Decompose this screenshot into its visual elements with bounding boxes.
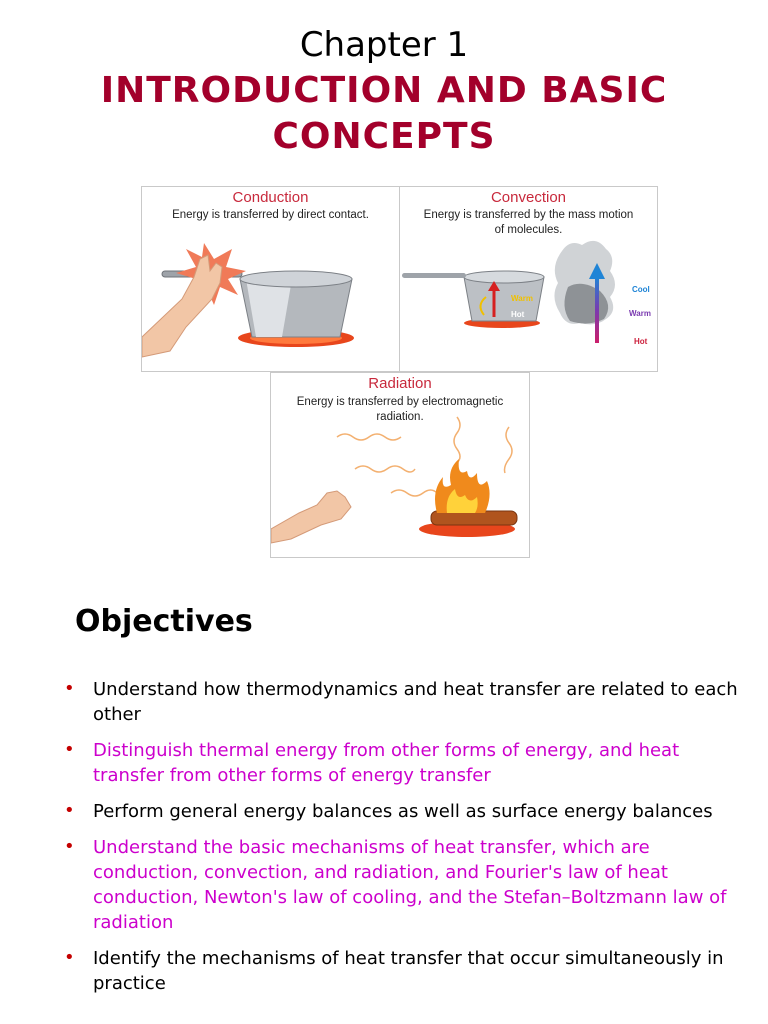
hand <box>142 255 222 357</box>
conduction-description: Energy is transferred by direct contact. <box>172 209 369 221</box>
convection-description-line-2: of molecules. <box>494 224 563 236</box>
objective-item <box>62 946 742 996</box>
chapter-label: Chapter 1 <box>299 25 469 65</box>
pot-rim <box>240 271 352 287</box>
radiation-title: Radiation <box>368 375 432 392</box>
plume-arrow-shaft <box>595 277 599 343</box>
bullet-icon: • <box>64 947 75 968</box>
pot-rim <box>464 271 544 283</box>
objective-text: Identify the mechanisms of heat transfer that occur simultaneously in practice <box>93 948 724 994</box>
objectives-list <box>62 677 742 1007</box>
title-block <box>0 22 768 160</box>
pot-handle <box>402 273 466 278</box>
radiation-wave-1 <box>337 434 401 440</box>
bullet-icon: • <box>64 800 75 821</box>
radiation-wave-2 <box>355 466 415 472</box>
hand <box>271 491 351 543</box>
radiation-wave-3 <box>391 490 437 496</box>
plume-label-warm: Warm <box>629 309 651 318</box>
radiation-wave-5 <box>505 427 513 473</box>
radiation-description-line-2: radiation. <box>376 411 424 423</box>
conduction-panel <box>141 186 400 372</box>
bullet-icon: • <box>64 836 75 857</box>
chapter-title-line-1: INTRODUCTION AND BASIC <box>100 70 668 111</box>
bullet-icon: • <box>64 678 75 699</box>
objective-item <box>62 799 742 824</box>
convection-panel <box>399 186 658 372</box>
objective-text: Perform general energy balances as well as surface energy balances <box>93 801 713 822</box>
conduction-title: Conduction <box>232 189 309 206</box>
objective-item <box>62 738 742 788</box>
pan-label-hot: Hot <box>511 310 525 319</box>
radiation-panel <box>270 372 530 558</box>
bullet-icon: • <box>64 739 75 760</box>
convection-title: Convection <box>490 189 567 206</box>
objective-text: Understand the basic mechanisms of heat transfer, which are conduction, convection, and radiation, and Fourier's law of heat conduction, Newton's law of cooling, and the Stefan–Boltzmann law of radiation <box>93 837 727 933</box>
radiation-description-line-1: Energy is transferred by electromagnetic <box>296 396 504 408</box>
plume-label-hot: Hot <box>634 337 648 346</box>
log <box>431 511 517 525</box>
objective-item <box>62 835 742 935</box>
objective-text: Distinguish thermal energy from other forms of energy, and heat transfer from other forms of energy transfer <box>93 740 680 786</box>
objectives-heading: Objectives <box>75 604 253 639</box>
objective-item <box>62 677 742 727</box>
convection-description-line-1: Energy is transferred by the mass motion <box>423 209 634 221</box>
objective-text: Understand how thermodynamics and heat transfer are related to each other <box>93 679 738 725</box>
plume-label-cool: Cool <box>632 285 650 294</box>
pan-label-warm: Warm <box>511 294 533 303</box>
chapter-title-line-2: CONCEPTS <box>272 116 496 157</box>
